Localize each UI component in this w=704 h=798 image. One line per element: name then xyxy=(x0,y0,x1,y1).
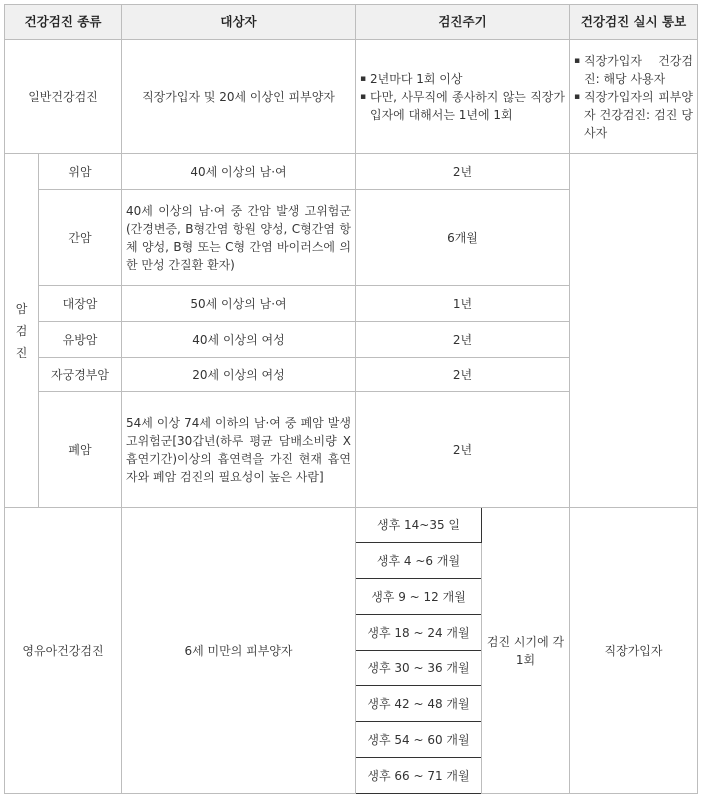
cancer-target: 54세 이상 74세 이하의 남·여 중 폐암 발생 고위험군[30갑년(하루 평균 담배소비량 X 흡연기간)이상의 흡연력을 가진 현재 흡연자와 폐암 검진의 필요성이 높은 사람] xyxy=(122,392,356,508)
infant-period: 생후 30 ~ 36 개월 xyxy=(356,651,482,686)
general-cycle-item: ▪ 2년마다 1회 이상 xyxy=(360,70,565,88)
cancer-group-label: 암 검 진 xyxy=(5,154,39,508)
cancer-target: 50세 이상의 남·여 xyxy=(122,286,356,322)
infant-row xyxy=(5,508,698,543)
cancer-cycle: 2년 xyxy=(356,322,570,358)
cancer-name: 폐암 xyxy=(39,392,122,508)
cancer-name: 간암 xyxy=(39,190,122,286)
infant-period: 생후 4 ~6 개월 xyxy=(356,543,482,579)
cancer-notice-empty xyxy=(570,154,698,508)
cancer-name: 자궁경부암 xyxy=(39,358,122,392)
infant-target: 6세 미만의 피부양자 xyxy=(122,508,356,794)
header-row xyxy=(5,5,698,40)
infant-period: 생후 9 ~ 12 개월 xyxy=(356,579,482,615)
general-type: 일반건강검진 xyxy=(5,40,122,154)
header-notice: 건강검진 실시 통보 xyxy=(570,5,698,40)
cancer-row xyxy=(5,154,698,190)
cancer-cycle: 2년 xyxy=(356,154,570,190)
general-target: 직장가입자 및 20세 이상인 피부양자 xyxy=(122,40,356,154)
cancer-name: 대장암 xyxy=(39,286,122,322)
cancer-name: 위암 xyxy=(39,154,122,190)
general-cycle xyxy=(356,40,570,154)
cancer-target: 40세 이상의 남·여 xyxy=(122,154,356,190)
infant-period: 생후 14~35 일 xyxy=(356,508,482,543)
infant-period: 생후 66 ~ 71 개월 xyxy=(356,758,482,794)
cancer-target: 40세 이상의 여성 xyxy=(122,322,356,358)
header-type: 건강검진 종류 xyxy=(5,5,122,40)
cancer-name: 유방암 xyxy=(39,322,122,358)
general-notice-item: ▪ 직장가입자 건강검진: 해당 사용자 xyxy=(574,52,693,88)
infant-notice: 직장가입자 xyxy=(570,508,698,794)
infant-period: 생후 54 ~ 60 개월 xyxy=(356,722,482,758)
infant-period: 생후 18 ~ 24 개월 xyxy=(356,615,482,651)
general-notice-item: ▪ 직장가입자의 피부양자 건강검진: 검진 당사자 xyxy=(574,88,693,142)
health-checkup-table xyxy=(4,4,698,794)
header-target: 대상자 xyxy=(122,5,356,40)
general-notice xyxy=(570,40,698,154)
infant-cycle-note: 검진 시기에 각 1회 xyxy=(482,508,570,794)
cancer-cycle: 2년 xyxy=(356,358,570,392)
header-cycle: 검진주기 xyxy=(356,5,570,40)
general-row xyxy=(5,40,698,154)
infant-period: 생후 42 ~ 48 개월 xyxy=(356,686,482,722)
cancer-cycle: 6개월 xyxy=(356,190,570,286)
general-cycle-item: ▪ 다만, 사무직에 종사하지 않는 직장가입자에 대해서는 1년에 1회 xyxy=(360,88,565,124)
cancer-target: 40세 이상의 남·여 중 간암 발생 고위험군(간경변증, B형간염 항원 양성, C형간염 항체 양성, B형 또는 C형 간염 바이러스에 의한 만성 간질환 환자) xyxy=(122,190,356,286)
infant-type: 영유아건강검진 xyxy=(5,508,122,794)
cancer-cycle: 2년 xyxy=(356,392,570,508)
cancer-cycle: 1년 xyxy=(356,286,570,322)
cancer-target: 20세 이상의 여성 xyxy=(122,358,356,392)
